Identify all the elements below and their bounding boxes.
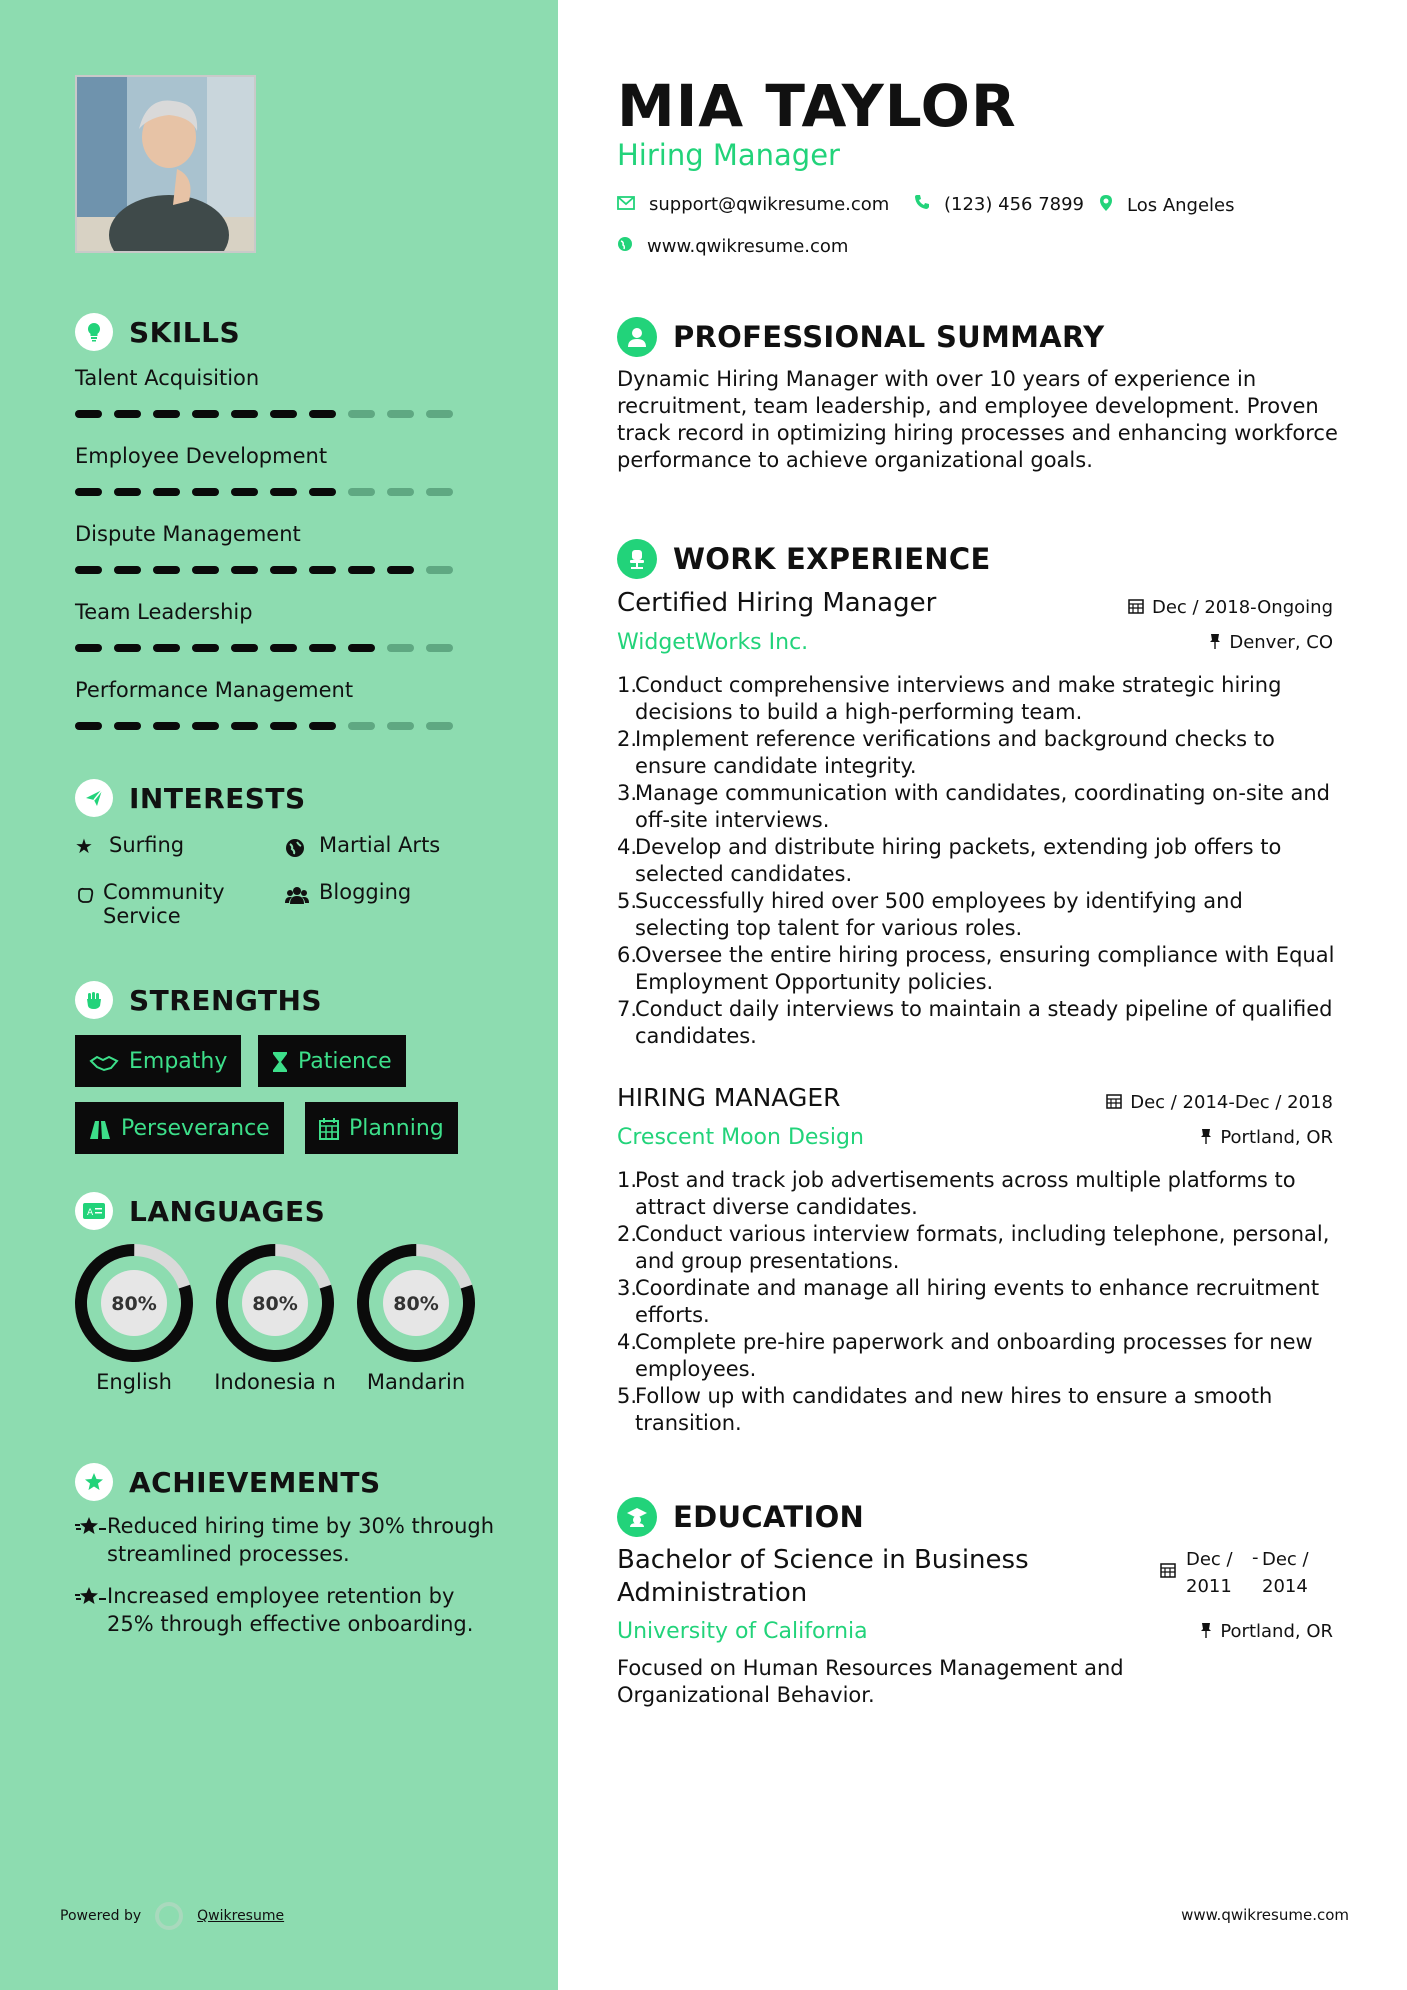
skill-item xyxy=(75,600,475,652)
graduate-icon xyxy=(617,1497,657,1537)
skill-dash-empty xyxy=(426,566,453,574)
education-end-date: Dec / 2014 xyxy=(1262,1549,1309,1597)
education-location-text: Portland, OR xyxy=(1220,1621,1333,1642)
job-title: Certified Hiring Manager xyxy=(617,588,937,618)
skill-dash-filled xyxy=(114,644,141,652)
calendar-icon xyxy=(1160,1562,1176,1582)
achievement-item xyxy=(75,1512,505,1568)
strength-label: Empathy xyxy=(129,1048,228,1074)
achievements-heading xyxy=(75,1463,381,1501)
education-location xyxy=(1200,1621,1333,1642)
language-gauge xyxy=(73,1242,195,1364)
interests-heading xyxy=(75,779,306,817)
bullet-number: 6. xyxy=(617,943,638,967)
job-dates-text: Dec / 2014-Dec / 2018 xyxy=(1130,1092,1333,1113)
interest-blogging xyxy=(285,880,411,906)
skill-dash-filled xyxy=(114,566,141,574)
job-bullet xyxy=(617,888,1337,942)
handshake-icon xyxy=(89,1049,119,1073)
skill-dash-filled xyxy=(75,644,102,652)
star-icon: ★ xyxy=(75,834,93,858)
education-heading xyxy=(617,1497,864,1537)
job-bullet xyxy=(617,1221,1337,1275)
degree-title: Bachelor of Science in Business Administration xyxy=(617,1545,1029,1608)
skill-dash-filled xyxy=(270,488,297,496)
bullet-number: 4. xyxy=(617,1330,638,1354)
bullet-text: Coordinate and manage all hiring events to enhance recruitment efforts. xyxy=(635,1276,1320,1327)
job-dates xyxy=(1128,597,1333,618)
job-title: HIRING MANAGER xyxy=(617,1083,841,1112)
lightbulb-icon xyxy=(75,313,113,351)
bullet-text: Develop and distribute hiring packets, extending job offers to selected candidates. xyxy=(635,835,1282,886)
achievement-item xyxy=(75,1582,505,1638)
skill-dash-filled xyxy=(270,566,297,574)
job-bullet xyxy=(617,834,1337,888)
skill-dash-filled xyxy=(309,410,336,418)
skill-dash-filled xyxy=(192,644,219,652)
experience-heading xyxy=(617,539,991,579)
bullet-text: Conduct various interview formats, including telephone, personal, and group presentations. xyxy=(635,1222,1330,1273)
bullet-number: 1. xyxy=(617,673,638,697)
school-name: University of California xyxy=(617,1619,868,1644)
job-dates-text: Dec / 2018-Ongoing xyxy=(1152,597,1333,618)
trophy-star-icon xyxy=(75,1512,107,1568)
job-location xyxy=(1209,632,1333,653)
bullet-text: Oversee the entire hiring process, ensuring compliance with Equal Employment Opportunity policies. xyxy=(635,943,1335,994)
strength-label: Patience xyxy=(298,1048,392,1074)
job-location-text: Denver, CO xyxy=(1229,632,1333,653)
skill-level-meter xyxy=(75,488,475,496)
bullet-text: Complete pre-hire paperwork and onboarding processes for new employees. xyxy=(635,1330,1313,1381)
skill-dash-filled xyxy=(114,410,141,418)
skill-dash-filled xyxy=(270,722,297,730)
language-name: English xyxy=(96,1370,172,1394)
bullet-number: 2. xyxy=(617,727,638,751)
skill-item xyxy=(75,678,475,730)
skill-dash-filled xyxy=(153,566,180,574)
skill-level-meter xyxy=(75,644,475,652)
skill-item xyxy=(75,522,475,574)
job-location-text: Portland, OR xyxy=(1220,1127,1333,1148)
job-bullet xyxy=(617,1167,1337,1221)
job-bullet xyxy=(617,672,1337,726)
skill-dash-empty xyxy=(426,410,453,418)
languages-title: LANGUAGES xyxy=(129,1194,326,1228)
job-dates xyxy=(1106,1092,1333,1113)
phone-text[interactable]: (123) 456 7899 xyxy=(944,194,1085,215)
skill-dash-empty xyxy=(387,644,414,652)
bullet-text: Successfully hired over 500 employees by identifying and selecting top talent for various roles. xyxy=(635,889,1243,940)
users-icon xyxy=(285,880,311,906)
skill-dash-filled xyxy=(231,566,258,574)
hourglass-icon xyxy=(272,1049,288,1074)
pushpin-icon xyxy=(1209,633,1221,653)
job-bullet xyxy=(617,1329,1337,1383)
bullet-number: 3. xyxy=(617,1276,638,1300)
map-pin-icon xyxy=(1099,194,1113,217)
skill-item xyxy=(75,444,475,496)
skill-dash-filled xyxy=(192,566,219,574)
skill-dash-filled xyxy=(192,410,219,418)
skill-name: Performance Management xyxy=(75,678,354,702)
skill-dash-filled xyxy=(348,644,375,652)
job-bullet xyxy=(617,942,1337,996)
experience-title: WORK EXPERIENCE xyxy=(673,542,991,576)
star-badge-icon xyxy=(75,1463,113,1501)
skill-level-meter xyxy=(75,566,475,574)
candidate-role: Hiring Manager xyxy=(617,138,840,172)
gauge-percent-label: 80% xyxy=(252,1293,298,1315)
skill-dash-filled xyxy=(192,488,219,496)
skill-dash-filled xyxy=(348,566,375,574)
summary-text: Dynamic Hiring Manager with over 10 years of experience in recruitment, team leadership, and employee development. Proven track record in optimizing hiring processes and enhancing workforce performance to achieve organizational goals. xyxy=(617,367,1338,472)
powered-prefix: Powered by xyxy=(60,1908,142,1924)
skill-item xyxy=(75,366,475,418)
trophy-star-icon xyxy=(75,1582,107,1638)
languages-heading xyxy=(75,1192,325,1230)
skill-dash-filled xyxy=(114,488,141,496)
job-bullet xyxy=(617,1383,1337,1437)
location-text: Los Angeles xyxy=(1127,195,1235,216)
skill-dash-filled xyxy=(387,566,414,574)
office-chair-icon xyxy=(617,539,657,579)
skills-title: SKILLS xyxy=(129,315,241,349)
bullet-text: Post and track job advertisements across multiple platforms to attract diverse candidates. xyxy=(635,1168,1296,1219)
job-responsibilities xyxy=(617,1167,1337,1437)
language-name: Mandarin xyxy=(366,1370,466,1394)
bullet-number: 5. xyxy=(617,889,638,913)
skill-level-meter xyxy=(75,410,475,418)
powered-by xyxy=(60,1902,284,1930)
skill-dash-empty xyxy=(426,722,453,730)
skill-dash-filled xyxy=(231,410,258,418)
job-bullet xyxy=(617,780,1337,834)
gauge-percent-label: 80% xyxy=(393,1293,439,1315)
strength-badge-empathy xyxy=(75,1035,241,1087)
interest-label: Martial Arts xyxy=(319,833,441,857)
skill-dash-empty xyxy=(387,488,414,496)
contact-website xyxy=(617,236,848,257)
bullet-text: Conduct daily interviews to maintain a steady pipeline of qualified candidates. xyxy=(635,997,1333,1048)
pushpin-icon xyxy=(1200,1622,1212,1642)
skill-dash-filled xyxy=(75,566,102,574)
skill-dash-filled xyxy=(153,722,180,730)
skill-dash-filled xyxy=(75,722,102,730)
strength-label: Planning xyxy=(349,1115,444,1141)
interest-martial-arts xyxy=(285,833,440,859)
contact-phone xyxy=(914,194,1084,215)
skill-dash-empty xyxy=(348,488,375,496)
bullet-text: Follow up with candidates and new hires to ensure a smooth transition. xyxy=(635,1384,1273,1435)
strength-badge-patience xyxy=(258,1035,406,1087)
skill-dash-filled xyxy=(309,488,336,496)
footer-website[interactable]: www.qwikresume.com xyxy=(1181,1906,1349,1924)
skill-dash-filled xyxy=(75,410,102,418)
bullet-number: 1. xyxy=(617,1168,638,1192)
skill-dash-filled xyxy=(231,488,258,496)
road-icon xyxy=(89,1116,111,1140)
achievements-title: ACHIEVEMENTS xyxy=(129,1465,381,1499)
phone-icon xyxy=(914,194,930,215)
job-responsibilities xyxy=(617,672,1337,1050)
job-company: WidgetWorks Inc. xyxy=(617,630,809,655)
interest-label: Community Service xyxy=(103,880,225,928)
language-gauge xyxy=(355,1242,477,1364)
skill-dash-empty xyxy=(348,722,375,730)
skill-dash-empty xyxy=(387,722,414,730)
svg-text:A: A xyxy=(87,1208,94,1218)
bullet-number: 3. xyxy=(617,781,638,805)
globe-icon xyxy=(285,833,311,859)
language-name: Indonesia n xyxy=(214,1370,336,1394)
interest-community-service xyxy=(75,880,255,928)
globe-icon xyxy=(617,236,633,257)
strength-label: Perseverance xyxy=(121,1115,270,1141)
bullet-text: Implement reference verifications and background checks to ensure candidate integrity. xyxy=(635,727,1275,778)
bullet-number: 7. xyxy=(617,997,638,1021)
education-title: EDUCATION xyxy=(673,1500,865,1534)
skill-dash-filled xyxy=(270,644,297,652)
skill-dash-filled xyxy=(231,722,258,730)
skill-dash-empty xyxy=(387,410,414,418)
candidate-name: MIA TAYLOR xyxy=(617,72,1017,140)
skill-dash-empty xyxy=(426,644,453,652)
bullet-number: 4. xyxy=(617,835,638,859)
skill-name: Team Leadership xyxy=(75,600,253,624)
skill-name: Dispute Management xyxy=(75,522,301,546)
contact-location xyxy=(1099,194,1235,217)
achievement-text: Reduced hiring time by 30% through streamlined processes. xyxy=(107,1514,495,1566)
education-description: Focused on Human Resources Management and Organizational Behavior. xyxy=(617,1656,1124,1707)
profile-photo xyxy=(75,75,256,253)
website-text[interactable]: www.qwikresume.com xyxy=(647,236,849,257)
paper-plane-icon xyxy=(75,779,113,817)
skill-dash-filled xyxy=(309,722,336,730)
language-item xyxy=(73,1242,195,1396)
interests-title: INTERESTS xyxy=(129,781,306,815)
job-bullet xyxy=(617,996,1337,1050)
skill-dash-filled xyxy=(309,566,336,574)
qwikresume-link[interactable]: Qwikresume xyxy=(197,1908,285,1924)
envelope-icon xyxy=(617,195,635,215)
skills-heading xyxy=(75,313,240,351)
interest-surfing xyxy=(75,833,184,859)
fist-icon xyxy=(75,981,113,1019)
summary-title: PROFESSIONAL SUMMARY xyxy=(673,320,1105,354)
gauge-percent-label: 80% xyxy=(111,1293,157,1315)
education-date-separator: - xyxy=(1252,1547,1259,1568)
skill-dash-filled xyxy=(192,722,219,730)
qwikresume-logo-icon xyxy=(155,1902,183,1930)
job-bullet xyxy=(617,726,1337,780)
job-location xyxy=(1200,1127,1333,1148)
language-gauge xyxy=(214,1242,336,1364)
skill-dash-empty xyxy=(426,488,453,496)
interest-label: Blogging xyxy=(319,880,412,904)
skill-dash-filled xyxy=(153,644,180,652)
skill-name: Employee Development xyxy=(75,444,328,468)
skill-dash-filled xyxy=(114,722,141,730)
skill-dash-filled xyxy=(309,644,336,652)
calendar-icon xyxy=(1128,598,1144,618)
strength-badge-planning xyxy=(305,1102,458,1154)
skill-name: Talent Acquisition xyxy=(75,366,260,390)
bullet-number: 5. xyxy=(617,1384,638,1408)
bullet-text: Conduct comprehensive interviews and make strategic hiring decisions to build a high-performing team. xyxy=(635,673,1282,724)
strengths-title: STRENGTHS xyxy=(129,983,323,1017)
skill-dash-filled xyxy=(153,410,180,418)
job-company: Crescent Moon Design xyxy=(617,1125,864,1150)
skill-dash-empty xyxy=(348,410,375,418)
bullet-number: 2. xyxy=(617,1222,638,1246)
summary-heading xyxy=(617,317,1104,357)
language-card-icon xyxy=(75,1192,113,1230)
language-item xyxy=(355,1242,477,1396)
pushpin-icon xyxy=(1200,1128,1212,1148)
skill-dash-filled xyxy=(75,488,102,496)
skill-dash-filled xyxy=(270,410,297,418)
user-icon xyxy=(617,317,657,357)
job-bullet xyxy=(617,1275,1337,1329)
bullet-text: Manage communication with candidates, coordinating on-site and off-site interviews. xyxy=(635,781,1331,832)
email-text[interactable]: support@qwikresume.com xyxy=(649,194,890,215)
calendar-icon xyxy=(1106,1093,1122,1113)
achievement-text: Increased employee retention by 25% through effective onboarding. xyxy=(107,1584,474,1636)
skill-dash-filled xyxy=(231,644,258,652)
contact-email xyxy=(617,194,889,215)
sidebar xyxy=(0,0,558,1990)
education-start-date: Dec / 2011 xyxy=(1186,1549,1233,1597)
strength-badge-perseverance xyxy=(75,1102,284,1154)
skill-dash-filled xyxy=(153,488,180,496)
language-item xyxy=(214,1242,336,1396)
calendar-icon xyxy=(319,1116,339,1141)
interest-label: Surfing xyxy=(109,833,185,857)
hand-icon xyxy=(75,880,95,906)
skill-level-meter xyxy=(75,722,475,730)
strengths-heading xyxy=(75,981,322,1019)
